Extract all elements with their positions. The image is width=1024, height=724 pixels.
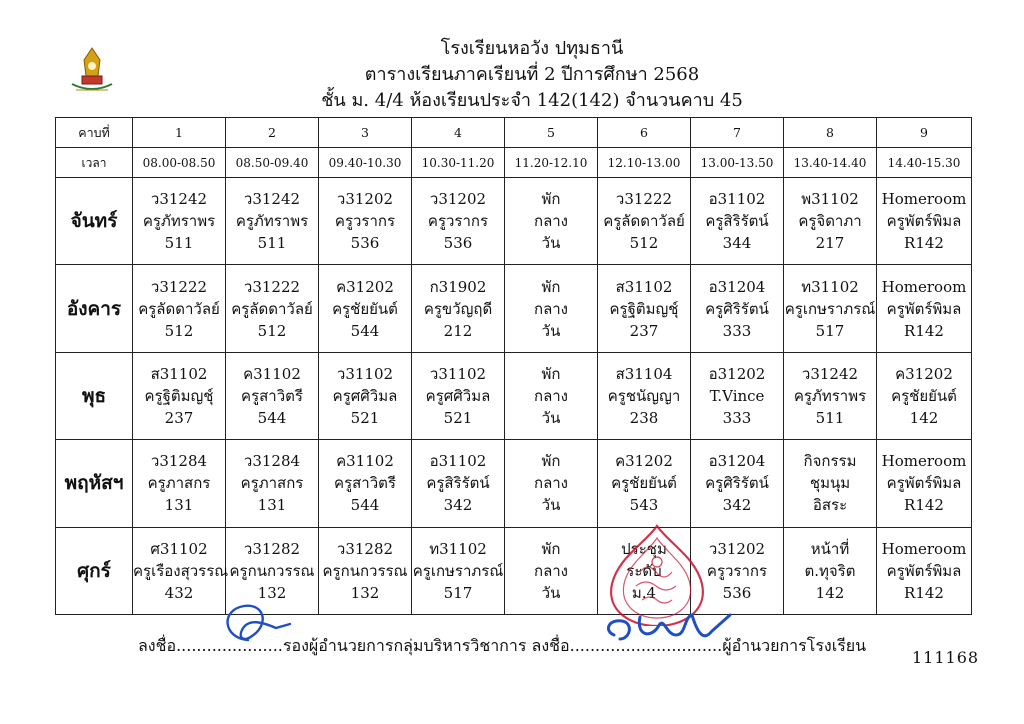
room-number: 512 [257,321,287,340]
teacher-name: ครูวรากร [427,212,489,231]
room-number: วัน [541,496,561,515]
lesson-cell [412,527,505,614]
day-cell: พุธ [56,352,133,439]
room-number: 217 [815,234,845,253]
teacher-name: ครูเรืองสุวรรณ [133,561,229,580]
subject-code: ว31222 [243,277,301,296]
day-row [56,178,972,265]
teacher-name: ครูเกษราภรณ์ [412,561,504,580]
room-number: ม.4 [631,583,657,602]
lesson-cell [133,178,226,265]
lesson-cell [133,352,226,439]
subject-code: พ31102 [801,190,859,209]
subject-code: ว31222 [150,277,208,296]
period-number-cell: 2 [226,118,319,148]
lesson-cell [877,440,972,527]
teacher-name: กลาง [533,474,569,493]
time-range-cell: 12.10-13.00 [598,148,691,178]
room-number: อิสระ [812,496,848,515]
lesson-cell [319,527,412,614]
subject-code: ว31284 [243,452,301,471]
teacher-name: ครูภาสกร [147,474,211,493]
period-number-cell: 1 [133,118,226,148]
room-number: 521 [350,408,380,427]
room-number: วัน [541,234,561,253]
lesson-cell [226,178,319,265]
subject-code: ก31902 [429,277,487,296]
lesson-cell [784,178,877,265]
lesson-cell [412,352,505,439]
room-number: 517 [815,321,845,340]
room-number: 521 [443,408,473,427]
lesson-cell [877,265,972,352]
time-range-cell: 10.30-11.20 [412,148,505,178]
lesson-cell [784,440,877,527]
teacher-name: ครูภาสกร [240,474,304,493]
room-number: 536 [443,234,473,253]
subject-code: ว31222 [615,190,673,209]
subject-code: ท31102 [429,539,487,558]
subject-code: ค31202 [336,277,394,296]
period-label-cell: คาบที่ [56,118,133,148]
subject-code: ว31102 [429,364,487,383]
lesson-cell [412,440,505,527]
teacher-name: ครูชัยยันต์ [332,299,398,318]
room-number: 132 [257,583,287,602]
room-number: 344 [722,234,752,253]
time-label-cell: เวลา [56,148,133,178]
time-range-cell: 09.40-10.30 [319,148,412,178]
lesson-cell [691,440,784,527]
lesson-cell [877,178,972,265]
subject-code: ค31102 [243,364,301,383]
lesson-cell [505,352,598,439]
room-number: 512 [164,321,194,340]
day-row [56,527,972,614]
subject-code: พัก [541,539,561,558]
room-number: 432 [164,583,194,602]
subject-code: พัก [541,277,561,296]
room-number: 238 [629,408,659,427]
subject-code: Homeroom [881,452,967,471]
room-number: 342 [443,496,473,515]
subject-code: ส31102 [615,277,673,296]
room-number: 131 [164,496,194,515]
room-number: 543 [629,496,659,515]
lesson-cell [877,527,972,614]
room-number: 544 [350,321,380,340]
teacher-name: ครูสาวิตรี [334,474,396,493]
room-number: R142 [904,496,944,515]
subject-code: Homeroom [881,277,967,296]
teacher-name: T.Vince [709,386,765,405]
period-number-cell: 9 [877,118,972,148]
lesson-cell [133,527,229,614]
room-number: 237 [164,408,194,427]
teacher-name: ครูวรากร [706,561,768,580]
day-row [56,352,972,439]
period-number-cell: 7 [691,118,784,148]
teacher-name: ครูสาวิตรี [241,386,303,405]
period-number-cell: 3 [319,118,412,148]
time-range-cell: 08.50-09.40 [226,148,319,178]
subject-code: ศ31102 [150,539,208,558]
room-number: R142 [904,321,944,340]
teacher-name: ครูพัตร์พิมล [886,474,962,493]
lesson-cell [505,440,598,527]
subject-code: ส31104 [615,364,673,383]
teacher-name: ครูวรากร [334,212,396,231]
lesson-cell [598,440,691,527]
subject-code: ค31102 [336,452,394,471]
teacher-name: ครูศิริรัตน์ [705,474,769,493]
subject-code: ว31242 [801,364,859,383]
room-number: 333 [722,408,752,427]
room-number: 512 [629,234,659,253]
teacher-name: กลาง [533,212,569,231]
time-range-cell: 11.20-12.10 [505,148,598,178]
subject-code: ส31102 [150,364,208,383]
teacher-name: กลาง [533,386,569,405]
room-number: 333 [722,321,752,340]
lesson-cell [133,440,226,527]
teacher-name: ครูลัดดาวัลย์ [231,299,313,318]
subject-code: ท31102 [801,277,859,296]
time-range-cell: 13.40-14.40 [784,148,877,178]
teacher-name: ครูศิริรัตน์ [705,299,769,318]
lesson-cell [784,265,877,352]
lesson-cell [877,352,972,439]
schedule-title: ตารางเรียนภาคเรียนที่ 2 ปีการศึกษา 2568 [364,64,700,85]
room-number: 131 [257,496,287,515]
lesson-cell [691,178,784,265]
teacher-name: ครูลัดดาวัลย์ [138,299,220,318]
room-number: R142 [904,234,944,253]
subject-code: ว31284 [150,452,208,471]
subject-code: ว31282 [243,539,301,558]
lesson-cell [784,527,877,614]
period-number-cell: 5 [505,118,598,148]
lesson-cell [226,265,319,352]
subject-code: อ31102 [708,190,766,209]
subject-code: อ31204 [708,277,766,296]
lesson-cell [691,352,784,439]
teacher-name: ครูชนัญญา [607,386,681,405]
subject-code: ว31242 [150,190,208,209]
subject-code: อ31102 [429,452,487,471]
subject-code: พัก [541,364,561,383]
teacher-name: ครูศศิวิมล [332,386,398,405]
room-number: 536 [722,583,752,602]
teacher-name: ครูศศิวิมล [425,386,491,405]
teacher-name: ครูเกษราภรณ์ [784,299,876,318]
teacher-name: ต.ทุจริต [804,561,856,580]
subject-code: พัก [541,452,561,471]
timetable [55,117,972,615]
teacher-name: ครูชัยยันต์ [891,386,957,405]
subject-code: ค31202 [895,364,953,383]
teacher-name: ครูพัตร์พิมล [886,299,962,318]
lesson-cell [319,178,412,265]
day-cell: จันทร์ [56,178,133,265]
subject-code: ประชุม [621,539,667,558]
school-name: โรงเรียนหอวัง ปทุมธานี [440,38,624,59]
room-number: 511 [164,234,194,253]
lesson-cell [226,352,319,439]
teacher-name: ครูลัดดาวัลย์ [603,212,685,231]
period-number-cell: 4 [412,118,505,148]
teacher-name: ครูสิริรัตน์ [705,212,769,231]
room-number: 237 [629,321,659,340]
subject-code: อ31202 [708,364,766,383]
teacher-name: ครูฐิติมญชุ์ [609,299,679,318]
document-code: 111168 [912,648,980,667]
room-number: 511 [257,234,287,253]
signature-line: ลงชื่อ.....................รองผู้อำนวยการกลุ่มบริหารวิชาการ ลงชื่อ..............................ผู้อำนวยการโรงเรียน [138,636,867,655]
teacher-name: ครูภัทราพร [235,212,309,231]
period-number-cell: 8 [784,118,877,148]
lesson-cell [133,265,226,352]
teacher-name: ครูพัตร์พิมล [886,561,962,580]
lesson-cell [319,440,412,527]
teacher-name: ครูภัทราพร [793,386,867,405]
lesson-cell [319,352,412,439]
room-number: 544 [257,408,287,427]
room-number: 544 [350,496,380,515]
teacher-name: กลาง [533,561,569,580]
teacher-name: ครูภัทราพร [142,212,216,231]
subject-code: ว31102 [336,364,394,383]
subject-code: ค31202 [615,452,673,471]
subject-code: ว31202 [336,190,394,209]
room-number: 536 [350,234,380,253]
subject-code: กิจกรรม [803,452,857,471]
day-row [56,440,972,527]
page-header [0,36,1024,114]
teacher-name: ครูกนกวรรณ [322,561,408,580]
subject-code: ว31282 [336,539,394,558]
lesson-cell [505,265,598,352]
teacher-name: ครูขวัญฤดี [423,299,493,318]
day-cell: ศุกร์ [56,527,133,614]
teacher-name: ระดับ [626,561,662,580]
lesson-cell [412,265,505,352]
teacher-name: ครูพัตร์พิมล [886,212,962,231]
room-number: 212 [443,321,473,340]
day-cell: อังคาร [56,265,133,352]
room-number: วัน [541,321,561,340]
teacher-name: ครูกนกวรรณ [229,561,315,580]
day-cell: พฤหัสฯ [56,440,133,527]
subject-code: ว31202 [708,539,766,558]
time-header-row [56,148,972,178]
room-number: 132 [350,583,380,602]
lesson-cell [505,527,598,614]
subject-code: พัก [541,190,561,209]
subject-code: ว31202 [429,190,487,209]
lesson-cell [226,440,319,527]
lesson-cell [319,265,412,352]
teacher-name: ครูฐิติมญชุ์ [144,386,214,405]
subject-code: หน้าที่ [810,539,850,558]
subject-code: Homeroom [881,190,967,209]
time-range-cell: 08.00-08.50 [133,148,226,178]
room-number: 142 [815,583,845,602]
teacher-name: ครูชัยยันต์ [611,474,677,493]
lesson-cell [598,265,691,352]
subject-code: ว31242 [243,190,301,209]
lesson-cell [412,178,505,265]
period-number-cell: 6 [598,118,691,148]
time-range-cell: 13.00-13.50 [691,148,784,178]
room-number: 342 [722,496,752,515]
lesson-cell [691,265,784,352]
room-number: 142 [909,408,939,427]
time-range-cell: 14.40-15.30 [877,148,972,178]
room-number: 511 [815,408,845,427]
class-info: ชั้น ม. 4/4 ห้องเรียนประจำ 142(142) จำนวนคาบ 45 [321,90,743,111]
teacher-name: ชุมนุม [809,474,851,493]
subject-code: Homeroom [881,539,967,558]
teacher-name: กลาง [533,299,569,318]
teacher-name: ครูสิริรัตน์ [426,474,490,493]
period-header-row [56,118,972,148]
teacher-name: ครูจิดาภา [798,212,862,231]
room-number: วัน [541,408,561,427]
lesson-cell [784,352,877,439]
subject-code: อ31204 [708,452,766,471]
day-row [56,265,972,352]
room-number: วัน [541,583,561,602]
lesson-cell [505,178,598,265]
room-number: R142 [904,583,944,602]
room-number: 517 [443,583,473,602]
lesson-cell [598,352,691,439]
lesson-cell [598,178,691,265]
